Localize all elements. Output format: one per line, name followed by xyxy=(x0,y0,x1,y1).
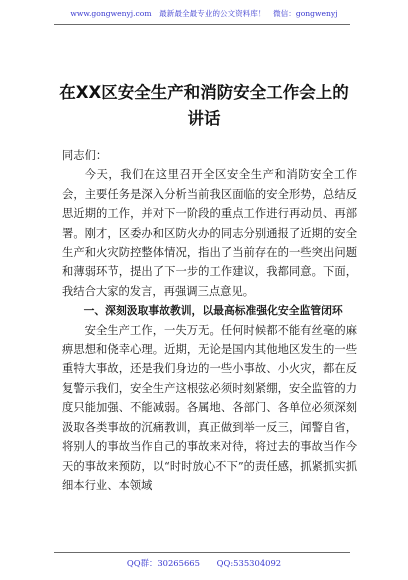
paragraph-intro: 今天，我们在这里召开全区安全生产和消防安全工作会，主要任务是深入分析当前我区面临的安全形势，总结反思近期的工作，并对下一阶段的重点工作进行再动员、再部署。刚才，区委办和区防火办的同志分别通报了近期的安全生产和火灾防控整体情况，指出了当前存在的一些突出问题和薄弱环节，提出了下一步的工作建议，我都同意。下面，我结合大家的发言，再强调三点意见。 xyxy=(62,168,357,298)
section-heading-1: 一、深刻汲取事故教训，以最高标准强化安全监管闭环 xyxy=(83,304,343,318)
document-title xyxy=(40,80,368,132)
footer-qq-group[interactable]: QQ群：30265665 xyxy=(126,558,200,568)
title-line-1: 在XX区安全生产和消防安全工作会上的 xyxy=(59,83,349,102)
footer-qq[interactable]: QQ:535304092 xyxy=(216,558,282,568)
header-banner[interactable]: www.gongwenyj.com 最新最全最专业的公文资料库！ 微信：gongwenyj xyxy=(70,9,338,18)
document-body xyxy=(62,146,357,495)
salutation: 同志们： xyxy=(62,149,108,162)
title-line-2: 讲话 xyxy=(187,109,221,128)
header-divider xyxy=(54,24,350,25)
paragraph-section-1: 安全生产工作，一失万无。任何时候都不能有丝毫的麻痹思想和侥幸心理。近期，无论是国内其他地区发生的一些重特大事故，还是我们身边的一些小事故、小火灾，都在反复警示我们，安全生产这根弦必须时刻紧绷，安全监管的力度只能加强、不能减弱。各属地、各部门、各单位必须深刻汲取各类事故的沉痛教训，真正做到举一反三，闻警自省，将别人的事故当作自己的事故来对待，将过去的事故当作今天的事故来预防，以“时时放心不下”的责任感，抓紧抓实抓细本行业、本领域 xyxy=(62,323,357,492)
footer-banner xyxy=(0,557,408,569)
footer-divider xyxy=(54,552,350,553)
